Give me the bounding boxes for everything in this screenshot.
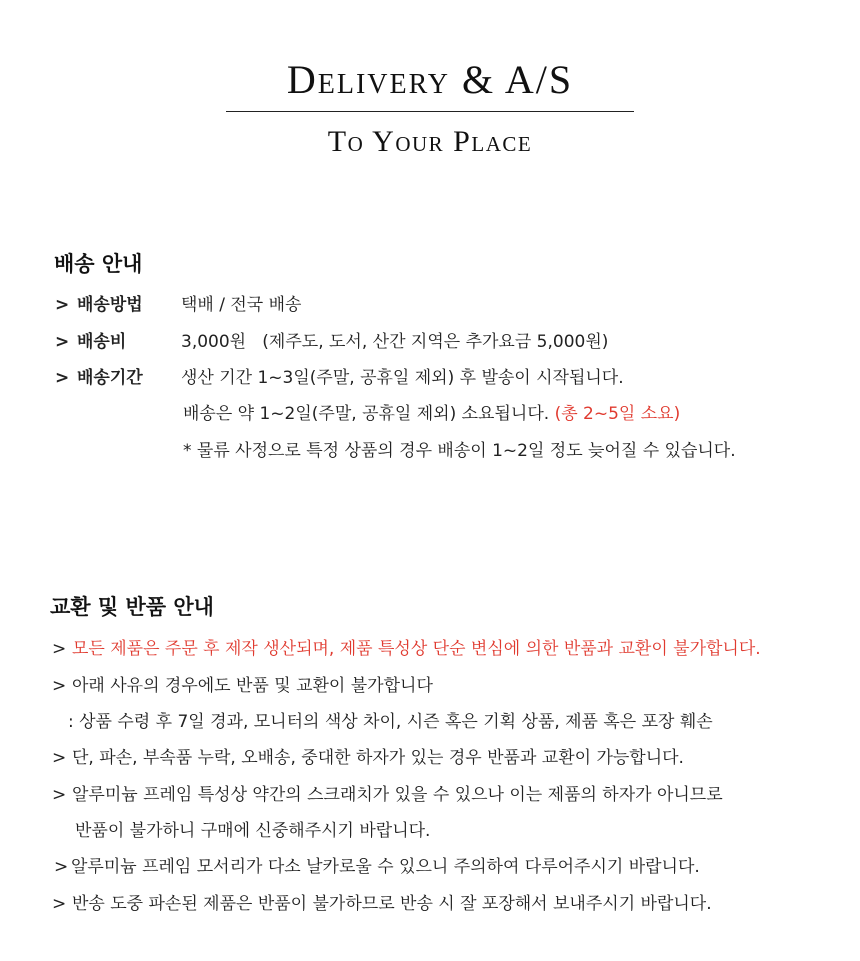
delivery-method-value: 택배 / 전국 배송 <box>181 295 302 315</box>
delivery-fee-row <box>55 330 608 354</box>
delivery-fee-label: 배송비 <box>77 332 127 352</box>
exchange-item-2-text: 아래 사유의 경우에도 반품 및 교환이 불가합니다 <box>72 676 433 696</box>
bullet-marker: > <box>55 295 70 315</box>
delivery-period-row <box>55 366 624 390</box>
exchange-item-4-text: 알루미늄 프레임 특성상 약간의 스크래치가 있을 수 있으나 이는 제품의 하자가 아니므로 <box>72 785 723 805</box>
exchange-item-1-text: 모든 제품은 주문 후 제작 생산되며, 제품 특성상 단순 변심에 의한 반품과 교환이 불가합니다. <box>72 639 761 659</box>
delivery-fee-value: 3,000원 (제주도, 도서, 산간 지역은 추가요금 5,000원) <box>181 332 609 352</box>
exchange-item-3-text: 단, 파손, 부속품 누락, 오배송, 중대한 하자가 있는 경우 반품과 교환이 가능합니다. <box>72 748 684 768</box>
page-subtitle: To Your Place <box>327 125 533 158</box>
title-divider <box>226 111 634 112</box>
exchange-item-3 <box>52 746 684 770</box>
delivery-duration-text: 배송은 약 1~2일(주말, 공휴일 제외) 소요됩니다. <box>183 404 550 424</box>
delivery-method-row <box>55 293 301 317</box>
exchange-item-1 <box>52 637 761 661</box>
exchange-item-4 <box>52 783 723 807</box>
exchange-item-5-text: 알루미늄 프레임 모서리가 다소 날카로울 수 있으니 주의하여 다루어주시기 바랍니다. <box>71 857 700 877</box>
exchange-item-2-detail: : 상품 수령 후 7일 경과, 모니터의 색상 차이, 시즌 혹은 기획 상품, 제품 혹은 포장 훼손 <box>68 712 713 732</box>
exchange-section-title: 교환 및 반품 안내 <box>50 595 214 619</box>
delivery-method-label: 배송방법 <box>77 295 143 315</box>
exchange-item-2 <box>52 674 433 698</box>
bullet-marker: > <box>55 332 70 352</box>
delivery-section-title: 배송 안내 <box>54 252 143 276</box>
bullet-marker: > <box>52 748 67 768</box>
delivery-period-value: 생산 기간 1~3일(주말, 공휴일 제외) 후 발송이 시작됩니다. <box>181 368 624 388</box>
bullet-marker: > <box>52 639 67 659</box>
page-title: Delivery & A/S <box>286 57 574 102</box>
exchange-item-4-continued: 반품이 불가하니 구매에 신중해주시기 바랍니다. <box>75 821 431 841</box>
delivery-period-label: 배송기간 <box>77 368 143 388</box>
delivery-total-duration-note: (총 2~5일 소요) <box>554 404 681 424</box>
delivery-delay-notice: * 물류 사정으로 특정 상품의 경우 배송이 1~2일 정도 늦어질 수 있습니다. <box>183 441 736 461</box>
exchange-item-6 <box>52 892 712 916</box>
bullet-marker: > <box>54 857 69 877</box>
bullet-marker: > <box>52 785 67 805</box>
bullet-marker: > <box>52 894 67 914</box>
bullet-marker: > <box>52 676 67 696</box>
exchange-item-5 <box>54 855 700 879</box>
delivery-period-line2 <box>183 402 680 426</box>
exchange-item-6-text: 반송 도중 파손된 제품은 반품이 불가하므로 반송 시 잘 포장해서 보내주시기 바랍니다. <box>72 894 712 914</box>
bullet-marker: > <box>55 368 70 388</box>
